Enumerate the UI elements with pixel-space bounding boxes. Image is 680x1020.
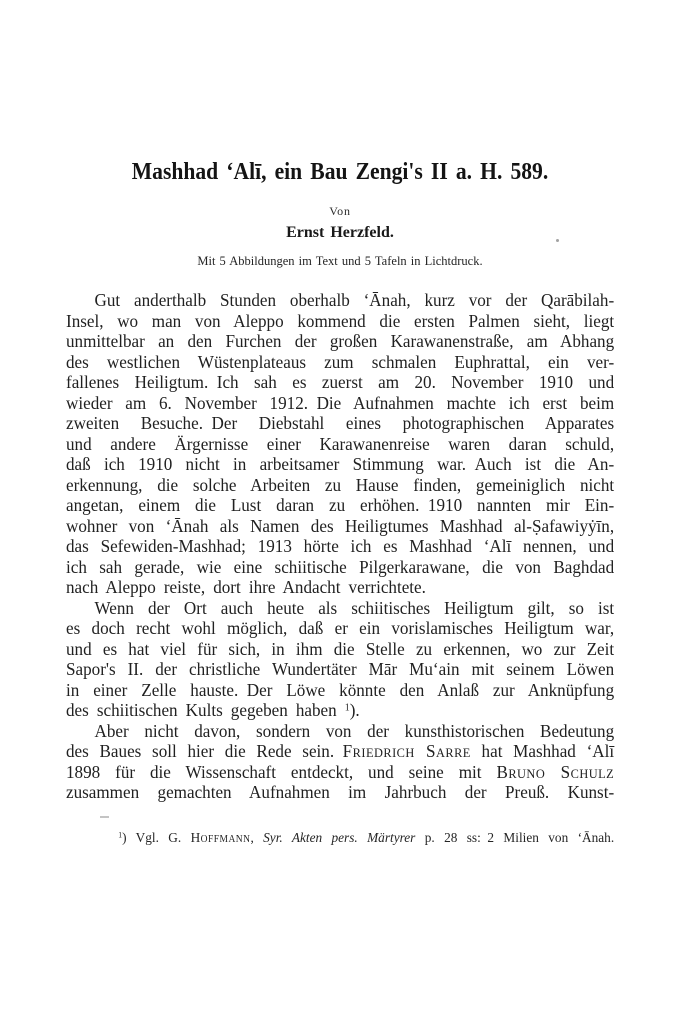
text-segment: hat Mashhad ʻAlī — [470, 741, 615, 761]
text-segment: Sapor's II. der christliche Wundertäter Mār Muʻain mit seinem Löwen — [66, 659, 615, 679]
text-line — [66, 741, 614, 762]
text-segment: ) Vgl. G. — [122, 831, 191, 846]
text-segment: daß ich 1910 nicht in arbeitsamer Stimmung war. Auch ist die An- — [66, 454, 615, 474]
text-segment: des schiitischen Kults gegeben haben — [66, 700, 345, 720]
text-line — [66, 762, 614, 783]
text-line — [66, 830, 614, 848]
text-line — [66, 659, 614, 680]
text-segment: unmittelbar an den Furchen der großen Karawanenstraße, am Abhang — [66, 331, 615, 351]
text-segment: , — [250, 831, 264, 846]
text-line — [66, 331, 614, 352]
text-segment: zweiten Besuche. Der Diebstahl eines photographischen Apparates — [66, 413, 615, 433]
text-segment: p. 28 ss: 2 Milien von ʻĀnah. — [415, 831, 615, 846]
text-segment: wohner von ʻĀnah als Namen des Heiligtumes Mashhad al-Ṣafawiyẏīn, — [66, 515, 615, 536]
text-segment: Hoffmann — [190, 831, 251, 846]
text-segment: Aber nicht davon, sondern von der kunsthistorischen Bedeutung — [94, 720, 615, 741]
text-line — [66, 680, 614, 701]
text-line — [66, 618, 614, 639]
text-line — [66, 598, 614, 619]
author-name: Ernst Herzfeld. — [286, 224, 394, 241]
text-segment: das Sefewiden-Mashhad; 1913 hörte ich es Mashhad ʻAlī nennen, und — [66, 536, 615, 556]
text-line — [66, 782, 614, 803]
text-segment: in einer Zelle hauste. Der Löwe könnte den Anlaß zur Anknüpfung — [66, 679, 615, 700]
text-segment: ). — [349, 700, 360, 720]
illustration-note: Mit 5 Abbildungen im Text und 5 Tafeln in Lichtdruck. — [197, 254, 483, 268]
text-line — [66, 516, 614, 537]
body-text — [66, 290, 614, 803]
text-segment: Wenn der Ort auch heute als schiitisches Heiligtum gilt, so ist — [94, 597, 615, 618]
text-line — [66, 700, 614, 721]
text-line — [66, 434, 614, 455]
text-line — [66, 577, 614, 598]
text-segment: und es hat viel für sich, in ihm die Stelle zu erkennen, wo zur Zeit — [66, 638, 615, 659]
text-segment: wieder am 6. November 1912. Die Aufnahmen machte ich erst beim — [66, 392, 615, 413]
text-segment: angetan, einem die Lust daran zu erhöhen. 1910 nannten mir Ein- — [66, 495, 615, 515]
text-segment: Friedrich Sarre — [342, 741, 471, 761]
text-segment: des Baues soll hier die Rede sein. — [66, 741, 343, 761]
scan-artifact-dot — [556, 239, 559, 242]
text-segment: erkennung, die solche Arbeiten zu Hause finden, gemeiniglich nicht — [66, 474, 615, 495]
text-line — [66, 557, 614, 578]
text-line — [66, 352, 614, 373]
text-line — [66, 639, 614, 660]
text-segment: fallenes Heiligtum. Ich sah es zuerst am 20. November 1910 und — [66, 372, 615, 392]
text-segment: 1898 für die Wissenschaft entdeckt, und seine mit — [66, 761, 497, 782]
text-segment: Bruno Schulz — [496, 761, 615, 782]
text-line — [66, 475, 614, 496]
text-segment: und andere Ärgernisse einer Karawanenreise waren daran schuld, — [66, 433, 615, 454]
article-title: Mashhad ʻAlī, ein Bau Zengi's II a. H. 589. — [131, 159, 549, 185]
text-segment: Insel, wo man von Aleppo kommend die ersten Palmen sieht, liegt — [66, 310, 615, 331]
text-segment: ich sah gerade, wie eine schiitische Pilgerkarawane, die von Baghdad — [66, 556, 615, 577]
text-segment: zusammen gemachten Aufnahmen im Jahrbuch der Preuß. Kunst- — [66, 782, 615, 802]
text-line — [66, 454, 614, 475]
text-segment: nach Aleppo reiste, dort ihre Andacht verrichtete. — [66, 577, 426, 597]
byline-label: Von — [329, 204, 351, 218]
text-line — [66, 721, 614, 742]
text-line — [66, 413, 614, 434]
text-segment: 1 — [118, 830, 123, 840]
text-line — [66, 290, 614, 311]
text-segment: Gut anderthalb Stunden oberhalb ʻĀnah, kurz vor der Qarābilah- — [94, 290, 615, 310]
text-line — [66, 393, 614, 414]
scan-artifact-dash — [100, 816, 109, 818]
text-segment: des westlichen Wüstenplateaus zum schmalen Euphrattal, ein ver- — [66, 351, 615, 372]
text-line — [66, 311, 614, 332]
text-segment: 1 — [344, 702, 350, 714]
footnote — [66, 830, 614, 848]
text-segment: es doch recht wohl möglich, daß er ein vorislamisches Heiligtum war, — [66, 618, 615, 638]
text-line — [66, 372, 614, 393]
text-line — [66, 536, 614, 557]
text-line — [66, 495, 614, 516]
text-segment: Syr. Akten pers. Märtyrer — [263, 831, 416, 846]
